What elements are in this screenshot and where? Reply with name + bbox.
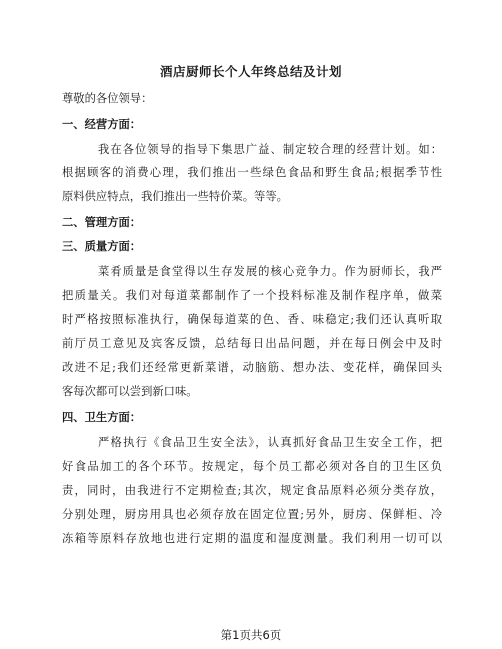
paragraph-line: 把质量关。我们对每道菜都制作了一个投料标准及制作程序单，做菜 [62,289,442,302]
section-heading-operations: 一、经营方面： [62,117,142,131]
paragraph-line: 菜肴质量是食堂得以生存发展的核心竞争力。作为厨师长，我严 [98,265,442,278]
section-heading-quality: 三、质量方面： [62,239,142,253]
paragraph-line: 前厅员工意见及宾客反馈，总结每日出品问题，并在每日例会中及时 [62,337,442,350]
paragraph-line: 冻箱等原料存放地也进行定期的温度和湿度测量。我们利用一切可以 [62,532,442,545]
paragraph-line: 客每次都可以尝到新口味。 [62,385,198,398]
paragraph-line: 好食品加工的各个环节。按规定，每个员工都必须对各自的卫生区负 [62,460,442,473]
paragraph-line: 我在各位领导的指导下集思广益、制定较合理的经营计划。如： [98,143,442,156]
document-title: 酒店厨师长个人年终总结及计划 [159,64,342,79]
page-number-footer: 第1页共6页 [220,628,282,642]
paragraph-line: 根据顾客的消费心理，我们推出一些绿色食品和野生食品;根据季节性 [62,166,442,179]
section-heading-management: 二、管理方面： [62,215,142,229]
section-heading-hygiene: 四、卫生方面： [62,410,142,424]
paragraph-line: 严格执行《食品卫生安全法》，认真抓好食品卫生安全工作，把 [98,436,442,449]
salutation: 尊敬的各位领导： [62,92,153,105]
paragraph-line: 改进不足;我们还经常更新菜谱，动脑筋、想办法、变花样，确保回头 [62,361,442,374]
paragraph-line: 分别处理，厨房用具也必须存放在固定位置;另外，厨房、保鲜柜、冷 [62,508,442,521]
paragraph-line: 责，同时，由我进行不定期检查;其次，规定食品原料必须分类存放， [62,484,442,497]
paragraph-line: 原料供应特点，我们推出一些特价菜。等等。 [62,190,288,203]
paragraph-line: 时严格按照标准执行，确保每道菜的色、香、味稳定;我们还认真听取 [62,313,442,326]
